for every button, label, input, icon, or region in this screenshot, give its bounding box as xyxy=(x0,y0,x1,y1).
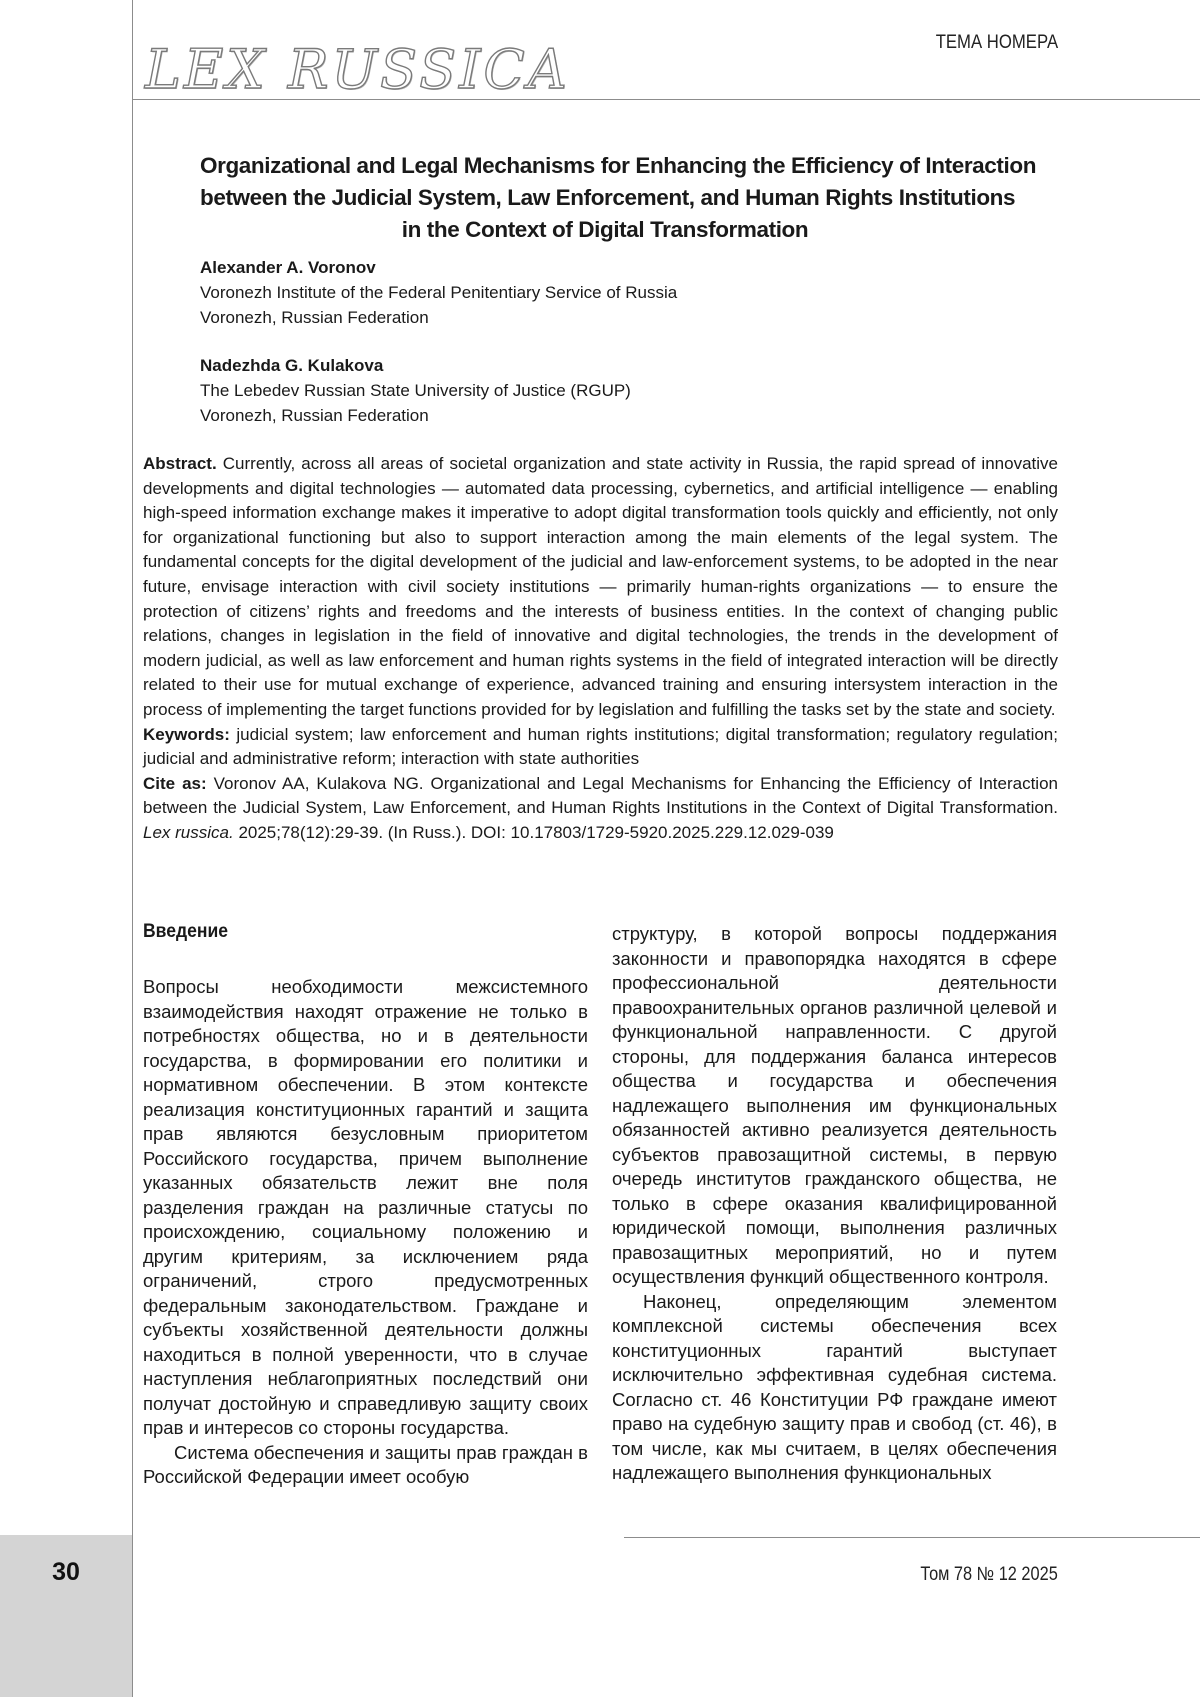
author-location: Voronezh, Russian Federation xyxy=(200,406,429,425)
issue-info: Том 78 № 12 2025 xyxy=(920,1564,1058,1585)
author-location: Voronezh, Russian Federation xyxy=(200,308,429,327)
keywords-text: judicial system; law enforcement and human rights institutions; digital transformation; regulatory regulation; judicial and administrative reform; interaction with state authorities xyxy=(143,724,1058,769)
authors-block xyxy=(200,255,677,451)
section-heading: Введение xyxy=(143,920,229,942)
section-label: ТЕМА НОМЕРА xyxy=(935,32,1058,53)
article-title xyxy=(200,150,1037,246)
author-name: Nadezhda G. Kulakova xyxy=(200,356,384,375)
author-entry xyxy=(200,255,677,330)
title-line: in the Context of Digital Transformation xyxy=(401,217,809,242)
author-affiliation: Voronezh Institute of the Federal Penitentiary Service of Russia xyxy=(200,283,678,302)
keywords-label: Keywords: xyxy=(143,724,230,744)
footer-divider xyxy=(624,1537,1200,1538)
abstract-block xyxy=(143,452,1058,846)
citation-paragraph xyxy=(143,772,1058,846)
left-margin-bar xyxy=(0,0,133,1697)
keywords-paragraph xyxy=(143,723,1058,772)
header-divider xyxy=(132,99,1200,100)
cite-details: 2025;78(12):29-39. (In Russ.). DOI: 10.17803/1729-5920.2025.229.12.029-039 xyxy=(238,822,834,842)
title-line: between the Judicial System, Law Enforcement, and Human Rights Institutions xyxy=(200,185,1016,210)
page-number: 30 xyxy=(52,1558,80,1586)
body-paragraph: Система обеспечения и защиты прав граждан в Российской Федерации имеет особую xyxy=(143,1441,588,1487)
body-column-left xyxy=(143,975,588,1490)
cite-journal: Lex russica. xyxy=(143,822,234,842)
abstract-label: Abstract. xyxy=(143,454,217,473)
body-paragraph: структуру, в которой вопросы поддержания законности и правопорядка находятся в сфере профессиональной деятельности правоохранительных органов различной целевой и функциональной направленности. С другой стороны, для поддержания баланса интересов общества и государства и обеспечения надлежащего выполнения им функциональных обязанностей активно реализуется деятельность субъектов правозащитной системы, в первую очередь институтов гражданского общества, не только в сфере оказания квалифицированной юридической помощи, выполнения различных правозащитных мероприятий, но и путем осуществления функций общественного контроля. xyxy=(612,923,1057,1287)
cite-label: Cite as: xyxy=(143,773,207,793)
cite-text: Voronov AA, Kulakova NG. Organizational and Legal Mechanisms for Enhancing the Efficiency of Interaction between the Judicial System, Law Enforcement, and Human Rights Institutions in the Context of Digital Transformation. xyxy=(143,773,1058,818)
journal-logo: LEX RUSSICA xyxy=(145,38,570,101)
body-paragraph: Вопросы необходимости межсистемного взаимодействия находят отражение не только в потребностях общества, но и в деятельности государства, в формировании его политики и нормативном обеспечении. В этом контексте реализация конституционных гарантий и защита прав являются безусловным приоритетом Российского государства, причем выполнение указанных обязательств лежит вне поля разделения граждан на различные статусы по происхождению, социальному положению и другим критериям, за исключением ряда ограничений, строго предусмотренных федеральным законодательством. Граждане и субъекты хозяйственной деятельности должны находиться в полной уверенности, что в случае наступления неблагоприятных последствий они получат достойную и справедливую защиту своих прав и интересов со стороны государства. xyxy=(143,976,588,1438)
author-name: Alexander A. Voronov xyxy=(200,258,376,277)
author-affiliation: The Lebedev Russian State University of Justice (RGUP) xyxy=(200,381,631,400)
title-line: Organizational and Legal Mechanisms for Enhancing the Efficiency of Interaction xyxy=(200,153,1037,178)
abstract-text: Currently, across all areas of societal organization and state activity in Russia, the rapid spread of innovative developments and digital technologies — automated data processing, cybernetics, and artificial intelligence — enabling high-speed information exchange makes it imperative to adopt digital transformation tools quickly and efficiently, not only for organizational functioning but also to support interaction among the main elements of the legal system. The fundamental concepts for the digital development of the judicial and law-enforcement systems, to be adopted in the near future, envisage interaction with civil society institutions — primarily human-rights organizations — to ensure the protection of citizens’ rights and freedoms and the interests of business entities. In the context of changing public relations, changes in legislation in the field of innovative and digital technologies, the trends in the development of modern judicial, as well as law enforcement and human rights systems in the field of integrated interaction will be directly related to their use for mutual exchange of experience, advanced training and ensuring intersystem interaction in the process of implementing the target functions provided for by legislation and fulfilling the tasks set by the state and society. xyxy=(143,454,1058,719)
author-entry xyxy=(200,353,677,428)
abstract-paragraph xyxy=(143,452,1058,723)
body-paragraph: Наконец, определяющим элементом комплексной системы обеспечения всех конституционных гарантий выступает исключительно эффективная судебная система. Согласно ст. 46 Конституции РФ граждане имеют право на судебную защиту прав и свобод (ст. 46), в том числе, как мы считаем, в целях обеспечения надлежащего выполнения функциональных xyxy=(612,1290,1057,1483)
body-column-right xyxy=(612,922,1057,1486)
